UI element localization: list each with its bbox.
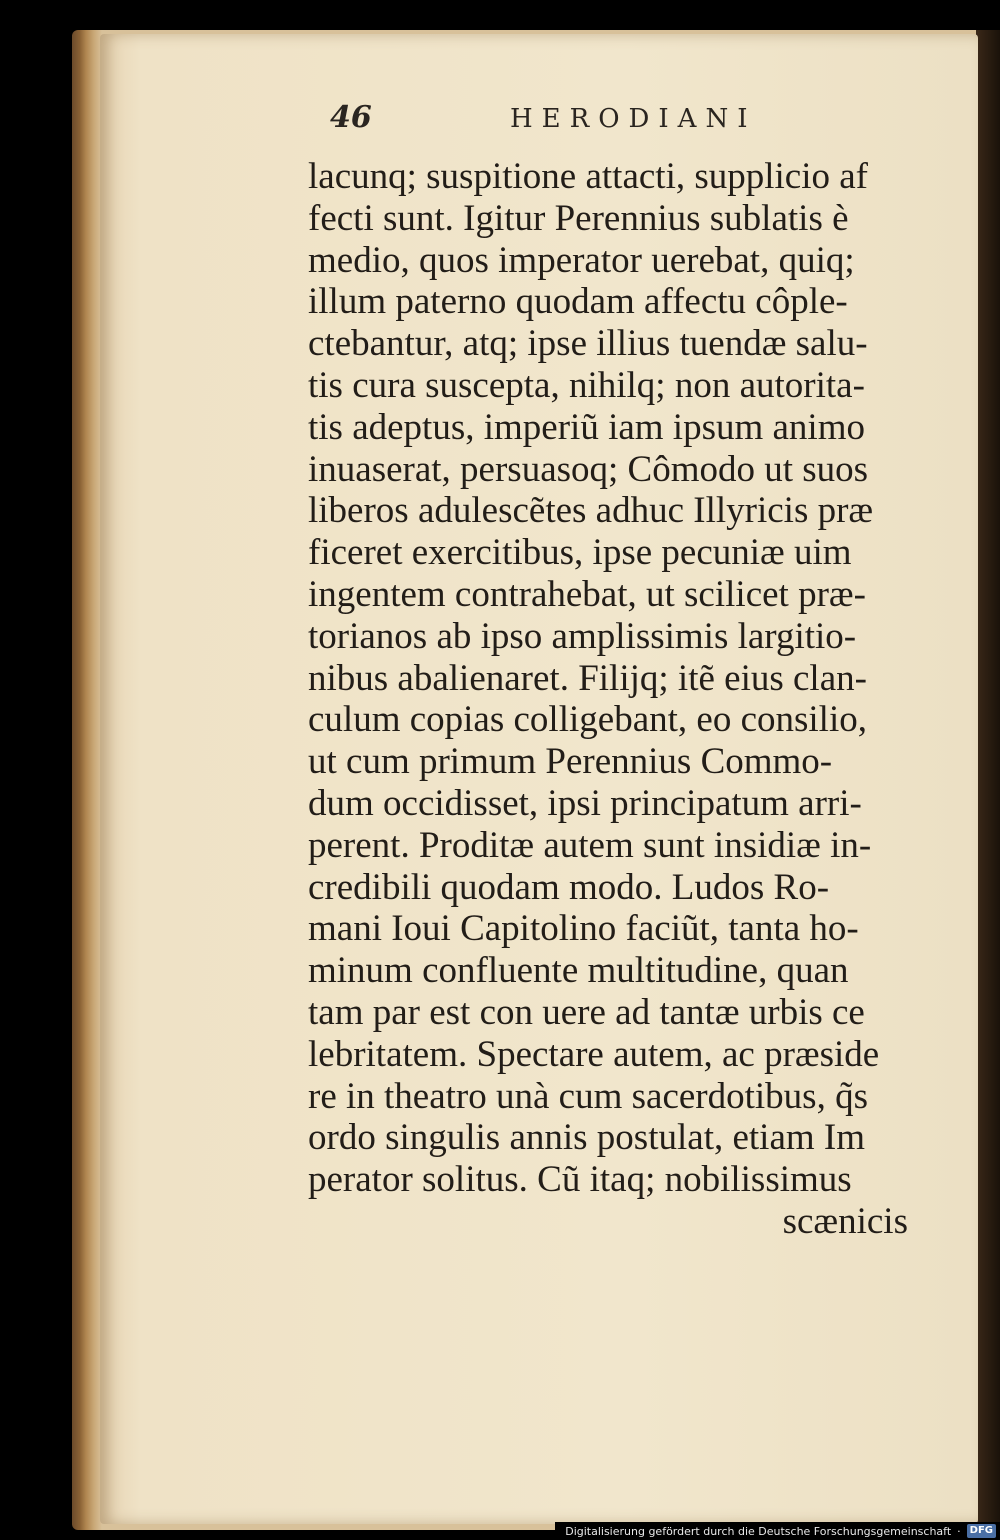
text-line: ingentem contrahebat, ut scilicet præ- xyxy=(308,573,866,615)
text-line: minum confluente multitudine, quan xyxy=(308,950,849,992)
footer-separator: · xyxy=(957,1524,961,1538)
dfg-logo-icon: DFG xyxy=(967,1524,996,1538)
text-line: culum copias colligebant, eo consilio, xyxy=(308,699,867,741)
running-head: HERODIANI xyxy=(510,104,757,134)
digitization-footer xyxy=(555,1522,1000,1540)
text-line: perent. Proditæ autem sunt insidiæ in- xyxy=(308,824,872,866)
text-line: dum occidisset, ipsi principatum arri- xyxy=(308,782,862,824)
text-line: tis adeptus, imperiũ iam ipsum animo xyxy=(308,406,865,448)
text-line: liberos adulescẽtes adhuc Illyricis præ xyxy=(308,490,874,532)
text-line: tam par est con uere ad tantæ urbis ce xyxy=(308,991,865,1033)
text-line: lacunq; suspitione attacti, supplicio af xyxy=(308,156,869,197)
text-line: ut cum primum Perennius Commo- xyxy=(308,741,833,783)
text-line: inuaserat, persuasoq; Cômodo ut suos xyxy=(308,448,869,490)
text-line: ordo singulis annis postulat, etiam Im xyxy=(308,1117,866,1159)
text-line: re in theatro unà cum sacerdotibus, q̃s xyxy=(308,1075,868,1117)
text-line: ficeret exercitibus, ipse pecuniæ uim xyxy=(308,532,852,574)
text-line: lebritatem. Spectare autem, ac præside xyxy=(308,1033,880,1075)
text-body xyxy=(308,156,948,1243)
page-number: 46 xyxy=(330,100,372,135)
page-header xyxy=(330,100,820,150)
text-line: ctebantur, atq; ipse illius tuendæ salu- xyxy=(308,323,868,365)
text-line: nibus abalienaret. Filijq; itẽ eius clan- xyxy=(308,657,867,699)
book-gutter-shadow xyxy=(976,30,1000,1530)
text-line: perator solitus. Cũ itaq; nobilissimus xyxy=(308,1159,852,1201)
text-line: torianos ab ipso amplissimis largitio- xyxy=(308,615,857,657)
text-line: fecti sunt. Igitur Perennius sublatis è xyxy=(308,197,849,239)
text-line: tis cura suscepta, nihilq; non autorita- xyxy=(308,364,865,406)
catchword: scænicis xyxy=(782,1200,908,1242)
text-line: credibili quodam modo. Ludos Ro- xyxy=(308,866,830,908)
text-line: mani Ioui Capitolino faciũt, tanta ho- xyxy=(308,908,859,950)
funding-credit: Digitalisierung gefördert durch die Deutsche Forschungsgemeinschaft xyxy=(565,1524,952,1538)
text-line: medio, quos imperator uerebat, quiq; xyxy=(308,239,855,281)
text-line: illum paterno quodam affectu côple- xyxy=(308,281,848,323)
